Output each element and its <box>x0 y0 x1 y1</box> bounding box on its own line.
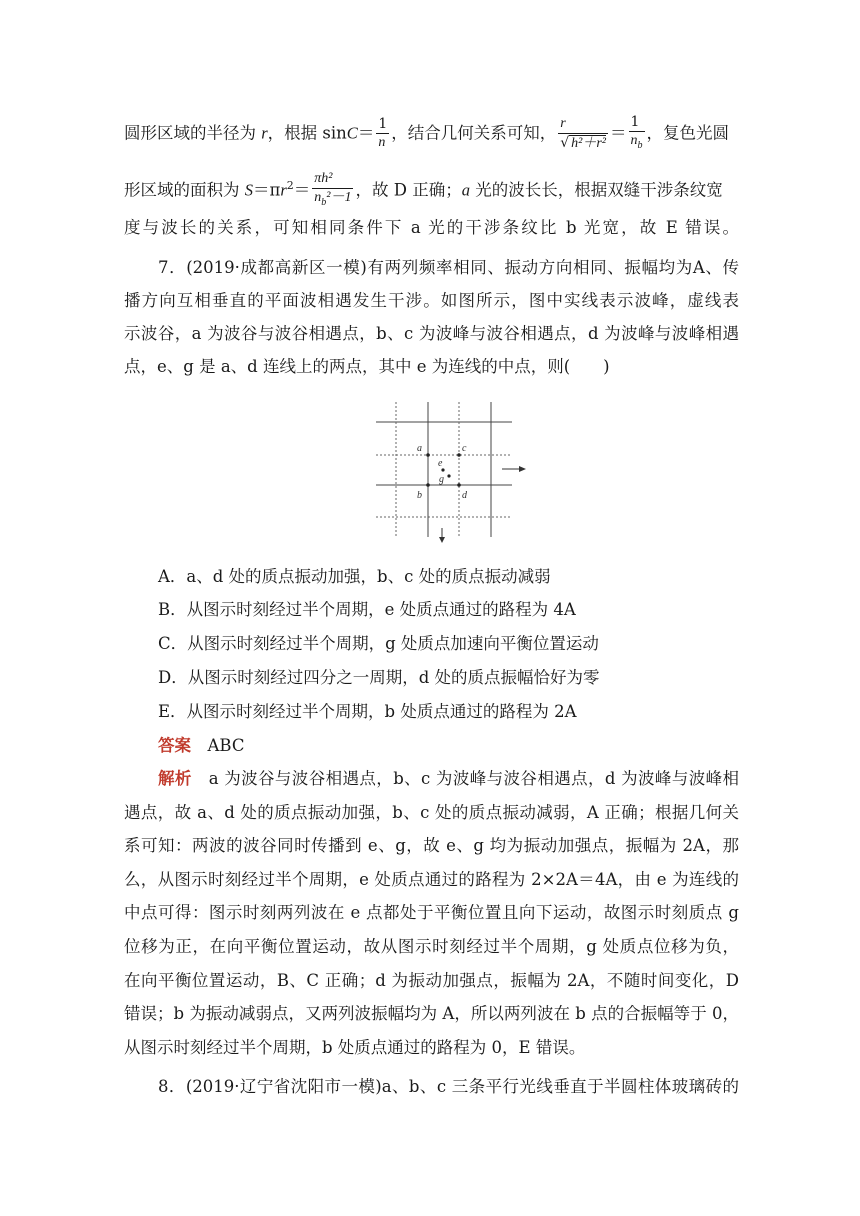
analysis-line-4: 么，从图示时刻经过半个周期，e 处质点通过的路程为 2×2A＝4A，由 e 为连线的 <box>124 870 739 889</box>
q8-line-1: 8．(2019·辽宁省沈阳市一模)a、b、c 三条平行光线垂直于半圆柱体玻璃砖的 <box>158 1077 739 1096</box>
var-S: S <box>244 180 253 200</box>
arrow-right-head-icon <box>519 466 526 472</box>
frac-den-sub: b <box>321 196 327 208</box>
text-run: 形区域的面积为 <box>124 180 245 200</box>
answer-line <box>158 734 739 758</box>
text-run: ＝π <box>253 180 281 200</box>
answer-value: ABC <box>207 736 245 755</box>
option-c: C．从图示时刻经过半个周期，g 处质点加速向平衡位置运动 <box>158 634 599 653</box>
analysis-line-6: 位移为正，在向平衡位置运动，故从图示时刻经过半个周期，g 处质点位移为负， <box>124 937 739 956</box>
point-b <box>426 483 430 487</box>
text-run: ，故 D 正确； <box>355 180 462 200</box>
label-a: a <box>417 443 422 454</box>
q7-line-4: 点，e、g 是 a、d 连线上的两点，其中 e 为连线的中点，则( ) <box>124 357 610 376</box>
var-r: r <box>280 180 287 200</box>
frac-den <box>629 132 645 155</box>
frac-den <box>312 189 353 212</box>
text-run: ，结合几何关系可知， <box>391 123 557 143</box>
option-b: B．从图示时刻经过半个周期，e 处质点通过的路程为 4A <box>158 600 576 619</box>
frac-num: πh² <box>312 170 353 189</box>
frac-num: 1 <box>378 116 388 133</box>
label-e: e <box>438 458 443 469</box>
label-d: d <box>462 490 467 501</box>
var-r: r <box>261 123 268 143</box>
option-a: A．a、d 处的质点振动加强，b、c 处的质点振动减弱 <box>158 567 551 586</box>
var-C: C <box>346 123 358 143</box>
label-c: c <box>462 443 467 454</box>
frac-num: 1 <box>629 113 645 132</box>
analysis-line-9: 从图示时刻经过半个周期，b 处质点通过的路程为 0，E 错误。 <box>124 1038 586 1057</box>
point-a <box>426 453 430 457</box>
intro-line-3: 度与波长的关系，可知相同条件下 a 光的干涉条纹比 b 光宽，故 E 错误。 <box>124 218 739 237</box>
q7-line-2: 播方向互相垂直的平面波相遇发生干涉。如图所示，图中实线表示波峰，虚线表 <box>124 291 739 310</box>
analysis-line-3: 系可知：两波的波谷同时传播到 e、g，故 e、g 均为振动加强点，振幅为 2A，那 <box>124 836 739 855</box>
analysis-line-5: 中点可得：图示时刻两列波在 e 点都处于平衡位置且向下运动，故图示时刻质点 g <box>124 903 739 922</box>
frac-den-sub: b <box>637 139 643 151</box>
text-run: ，复色光圆 <box>646 123 729 143</box>
sqrt-body: h²＋r² <box>571 135 606 151</box>
text-run: ＝ <box>293 180 311 200</box>
analysis-label: 解析 <box>158 769 192 788</box>
intro-line-1 <box>124 113 739 153</box>
point-c <box>457 453 461 457</box>
text-run: 光的波长长，根据双缝干涉条纹宽 <box>469 180 723 200</box>
fraction-1-over-nb <box>629 113 645 155</box>
point-g <box>447 474 450 477</box>
fraction-r-over-sqrt <box>558 115 608 153</box>
arrow-down-head-icon <box>439 537 445 543</box>
fraction-area <box>312 170 353 212</box>
point-d <box>457 483 461 487</box>
label-b: b <box>417 490 422 501</box>
frac-den-n: n <box>314 190 322 206</box>
text-run: ＝ <box>357 123 375 143</box>
text-run: ，根据 sin <box>267 123 347 143</box>
answer-label: 答案 <box>158 736 191 755</box>
analysis-line-1 <box>158 767 739 791</box>
frac-den-n: n <box>630 133 638 148</box>
intro-line-2 <box>124 166 739 206</box>
analysis-text-1: a 为波谷与波谷相遇点，b、c 为波峰与波谷相遇点，d 为波峰与波峰相 <box>208 769 740 788</box>
q7-line-3: 示波谷，a 为波谷与波谷相遇点，b、c 为波峰与波谷相遇点，d 为波峰与波峰相遇 <box>124 324 739 343</box>
text-run: ＝ <box>610 123 627 143</box>
superscript: 2 <box>286 179 294 192</box>
analysis-line-2: 遇点，故 a、d 处的质点振动加强，b、c 处的质点振动减弱，A 正确；根据几何关 <box>124 803 739 822</box>
label-g: g <box>439 474 444 485</box>
text-run: 圆形区域的半径为 <box>124 123 262 143</box>
analysis-line-8: 错误；b 为振动减弱点，又两列波振幅均为 A，所以两列波在 b 点的合振幅等于 0， <box>124 1004 739 1023</box>
option-d: D．从图示时刻经过四分之一周期，d 处的质点振幅恰好为零 <box>158 668 600 687</box>
fraction-1-over-n <box>376 115 389 152</box>
frac-den: n <box>378 135 386 151</box>
q7-line-1: 7．(2019·成都高新区一模)有两列频率相同、振动方向相同、振幅均为A、传 <box>158 258 739 277</box>
option-e: E．从图示时刻经过半个周期，b 处质点通过的路程为 2A <box>158 702 577 721</box>
frac-den: √ h²＋r² <box>560 134 606 151</box>
analysis-line-7: 在向平衡位置运动，B、C 正确；d 为振动加强点，振幅为 2A，不随时间变化，D <box>124 971 739 990</box>
var-a: a <box>461 180 470 200</box>
frac-num: r <box>558 115 608 134</box>
frac-den-rest: ²－1 <box>326 190 352 206</box>
interference-figure <box>374 400 530 546</box>
